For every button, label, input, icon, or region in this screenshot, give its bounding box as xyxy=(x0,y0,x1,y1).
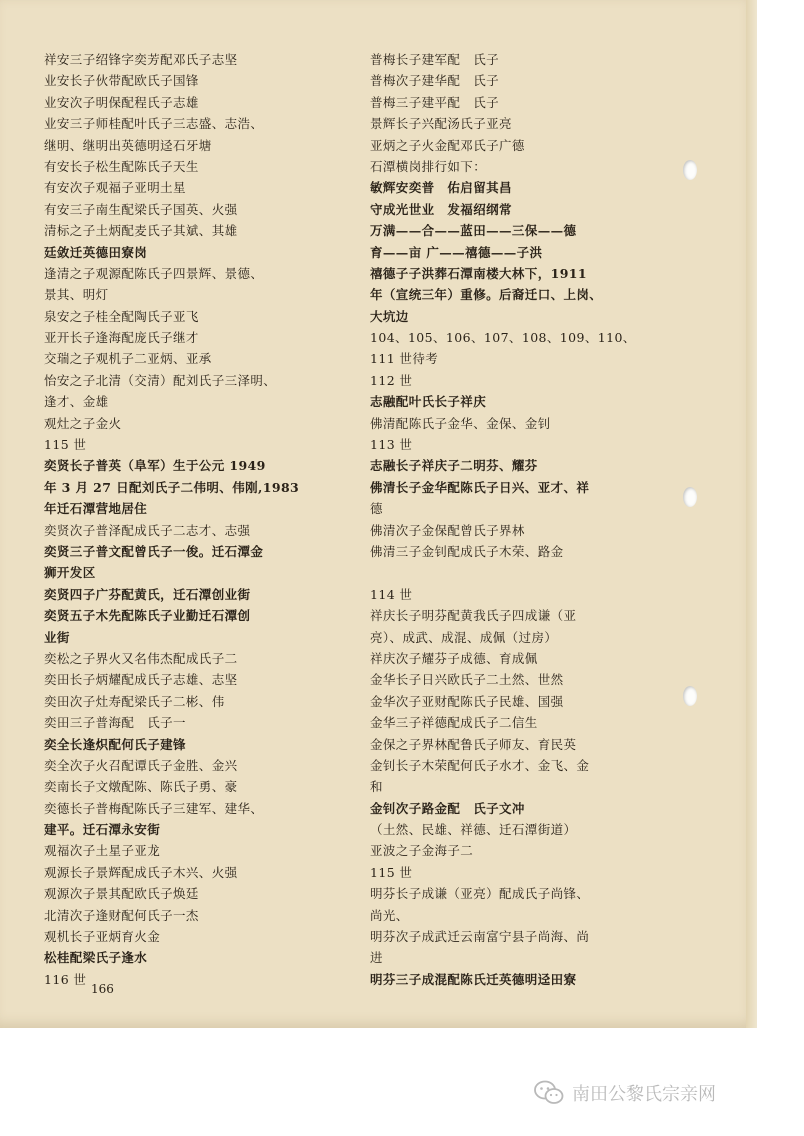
text-line: 观灶之子金火 xyxy=(44,415,122,431)
text-line: 有安长子松生配陈氏子天生 xyxy=(44,158,199,174)
text-line: 石潭横岗排行如下： xyxy=(370,158,487,174)
text-line: 敏辉安奕普 佑启留其昌 xyxy=(370,180,512,196)
text-line: 普梅长子建军配 氏子 xyxy=(370,52,500,67)
text-line: 祥庆长子明芬配黄我氏子四成谦（亚 xyxy=(370,608,577,624)
text-line: 交瑞之子观机子二亚炳、亚承 xyxy=(44,351,212,367)
text-line: 奕松之子界火又名伟杰配成氏子二 xyxy=(44,650,238,666)
text-line: 亚波之子金海子二 xyxy=(370,843,474,859)
text-line: 111 世待考 xyxy=(370,351,439,367)
page-number: 166 xyxy=(91,982,114,996)
right-column xyxy=(370,49,640,990)
text-line: 金钊次子路金配 氏子文冲 xyxy=(370,800,525,816)
text-line: 有安三子南生配梁氏子国英、火强 xyxy=(44,201,238,217)
text-line: 114 世 xyxy=(370,586,413,602)
text-line: 有安次子观福子亚明土星 xyxy=(44,180,186,196)
text-line: 金保之子界林配鲁氏子师友、育民英 xyxy=(370,736,577,752)
text-line: 清标之子土炳配麦氏子其斌、其雄 xyxy=(44,223,238,239)
text-line: 业街 xyxy=(44,629,70,645)
text-line: 佛清长子金华配陈氏子日兴、亚才、祥 xyxy=(370,479,590,495)
text-line: 年迁石潭营地居住 xyxy=(44,501,148,517)
text-line: 祥庆次子耀芬子成德、育成佩 xyxy=(370,650,538,666)
text-line: 奕德长子普梅配陈氏子三建军、建华、 xyxy=(44,800,264,816)
binding-hole xyxy=(683,686,697,706)
text-line: 建平。迁石潭永安街 xyxy=(44,822,161,838)
text-line: 景辉长子兴配汤氏子亚亮 xyxy=(370,116,512,132)
text-line: 志融长子祥庆子二明芬、耀芬 xyxy=(370,458,538,474)
text-line: 泉安之子桂全配陶氏子亚飞 xyxy=(44,308,199,324)
text-line: 佛清次子金保配曾氏子界林 xyxy=(370,522,525,538)
text-line: 奕南长子文燉配陈、陈氏子勇、豪 xyxy=(44,779,238,795)
text-line: （土然、民雄、祥德、迁石潭街道） xyxy=(370,822,577,838)
text-line: 奕贤四子广芬配黄氏，迁石潭创业街 xyxy=(44,586,251,602)
text-line: 狮开发区 xyxy=(44,565,96,581)
text-line: 奕贤五子木先配陈氏子业勤迁石潭创 xyxy=(44,608,251,624)
text-line: 奕贤三子普文配曾氏子一俊。迁石潭金 xyxy=(44,543,264,559)
text-line: 奕贤长子普英（阜军）生于公元 1949 xyxy=(44,458,266,474)
text-line: 奕田三子普海配 氏子一 xyxy=(44,715,186,731)
text-line: 年（宣统三年）重修。后裔迁口、上岗、 xyxy=(370,287,603,303)
text-line xyxy=(370,562,640,583)
text-line: 业安次子明保配程氏子志雄 xyxy=(44,94,199,110)
text-line: 115 世 xyxy=(44,437,87,453)
text-line: 年 3 月 27 日配刘氏子二伟明、伟刚,1983 xyxy=(44,479,300,495)
text-line: 尚光、 xyxy=(370,907,409,923)
text-line: 廷敛迁英德田寮岗 xyxy=(44,244,148,260)
text-line: 金华长子日兴欧氏子二土然、世然 xyxy=(370,672,564,688)
text-line: 育——亩 广——禧德——子洪 xyxy=(370,244,543,260)
watermark xyxy=(534,1080,716,1106)
text-line: 奕全次子火召配谭氏子金胜、金兴 xyxy=(44,757,238,773)
text-line: 志融配叶氏长子祥庆 xyxy=(370,394,487,410)
text-line: 金华次子亚财配陈氏子民雄、国强 xyxy=(370,693,564,709)
text-line: 逢才、金雄 xyxy=(44,394,109,410)
text-line: 明芬次子成武迁云南富宁县子尚海、尚 xyxy=(370,929,590,945)
text-line: 观机长子亚炳育火金 xyxy=(44,929,161,945)
text-line: 和 xyxy=(370,779,383,795)
text-line: 金钊长子木荣配何氏子水才、金飞、金 xyxy=(370,757,590,773)
text-line: 佛清三子金钊配成氏子木荣、路金 xyxy=(370,543,564,559)
text-line: 金华三子祥德配成氏子二信生 xyxy=(370,715,538,731)
text-line: 奕田次子灶寿配梁氏子二彬、伟 xyxy=(44,693,225,709)
binding-hole xyxy=(683,487,697,507)
text-line: 佛清配陈氏子金华、金保、金钊 xyxy=(370,415,551,431)
text-line: 奕贤次子普泽配成氏子二志才、志强 xyxy=(44,522,251,538)
text-line: 大坑边 xyxy=(370,308,409,324)
text-line: 万满——合——蓝田——三保——德 xyxy=(370,223,577,239)
page-fold-shadow xyxy=(746,0,757,1028)
text-line: 113 世 xyxy=(370,437,413,453)
text-line: 观源次子景其配欧氏子焕廷 xyxy=(44,886,199,902)
text-line: 亮）、成武、成混、成佩（过房） xyxy=(370,629,558,645)
text-line: 禧德子子洪葬石潭南楼大林下，1911 xyxy=(370,265,587,281)
left-column xyxy=(44,49,344,990)
text-line: 明芬长子成谦（亚亮）配成氏子尚锋、 xyxy=(370,886,590,902)
binding-hole xyxy=(683,160,697,180)
text-line: 北清次子逢财配何氏子一杰 xyxy=(44,907,199,923)
text-line: 德 xyxy=(370,501,383,517)
text-line: 奕全长逢炽配何氏子建锋 xyxy=(44,736,186,752)
text-line: 观源长子景辉配成氏子木兴、火强 xyxy=(44,864,238,880)
text-line: 守成光世业 发福绍纲常 xyxy=(370,201,512,217)
text-line: 亚开长子逢海配庞氏子继才 xyxy=(44,330,199,346)
text-line: 普梅次子建华配 氏子 xyxy=(370,73,500,89)
text-line: 104、105、106、107、108、109、110、 xyxy=(370,330,636,346)
text-line: 进 xyxy=(370,950,383,966)
text-line: 怡安之子北清（交清）配刘氏子三泽明、 xyxy=(44,372,277,388)
text-line: 普梅三子建平配 氏子 xyxy=(370,94,500,110)
text-line: 松桂配梁氏子逢水 xyxy=(44,950,148,966)
watermark-text: 南田公黎氏宗亲网 xyxy=(572,1084,716,1105)
text-line: 业安三子师桂配叶氏子三志盛、志浩、 xyxy=(44,116,264,132)
text-line: 116 世 xyxy=(44,971,87,987)
text-line: 115 世 xyxy=(370,864,413,880)
text-line: 亚炳之子火金配邓氏子广德 xyxy=(370,137,525,153)
text-line: 景其、明灯 xyxy=(44,287,109,303)
text-line: 奕田长子炳耀配成氏子志雄、志坚 xyxy=(44,672,238,688)
text-line: 业安长子伙带配欧氏子国锋 xyxy=(44,73,199,89)
text-line: 112 世 xyxy=(370,372,413,388)
text-line: 明芬三子成混配陈氏迁英德明迳田寮 xyxy=(370,971,577,987)
wechat-icon xyxy=(534,1080,564,1106)
text-line: 继明、继明出英德明迳石牙塘 xyxy=(44,137,212,153)
text-line: 逢清之子观源配陈氏子四景辉、景德、 xyxy=(44,265,264,281)
text-line: 祥安三子绍锋字奕芳配邓氏子志坚 xyxy=(44,52,238,67)
text-line: 观福次子土星子亚龙 xyxy=(44,843,161,859)
